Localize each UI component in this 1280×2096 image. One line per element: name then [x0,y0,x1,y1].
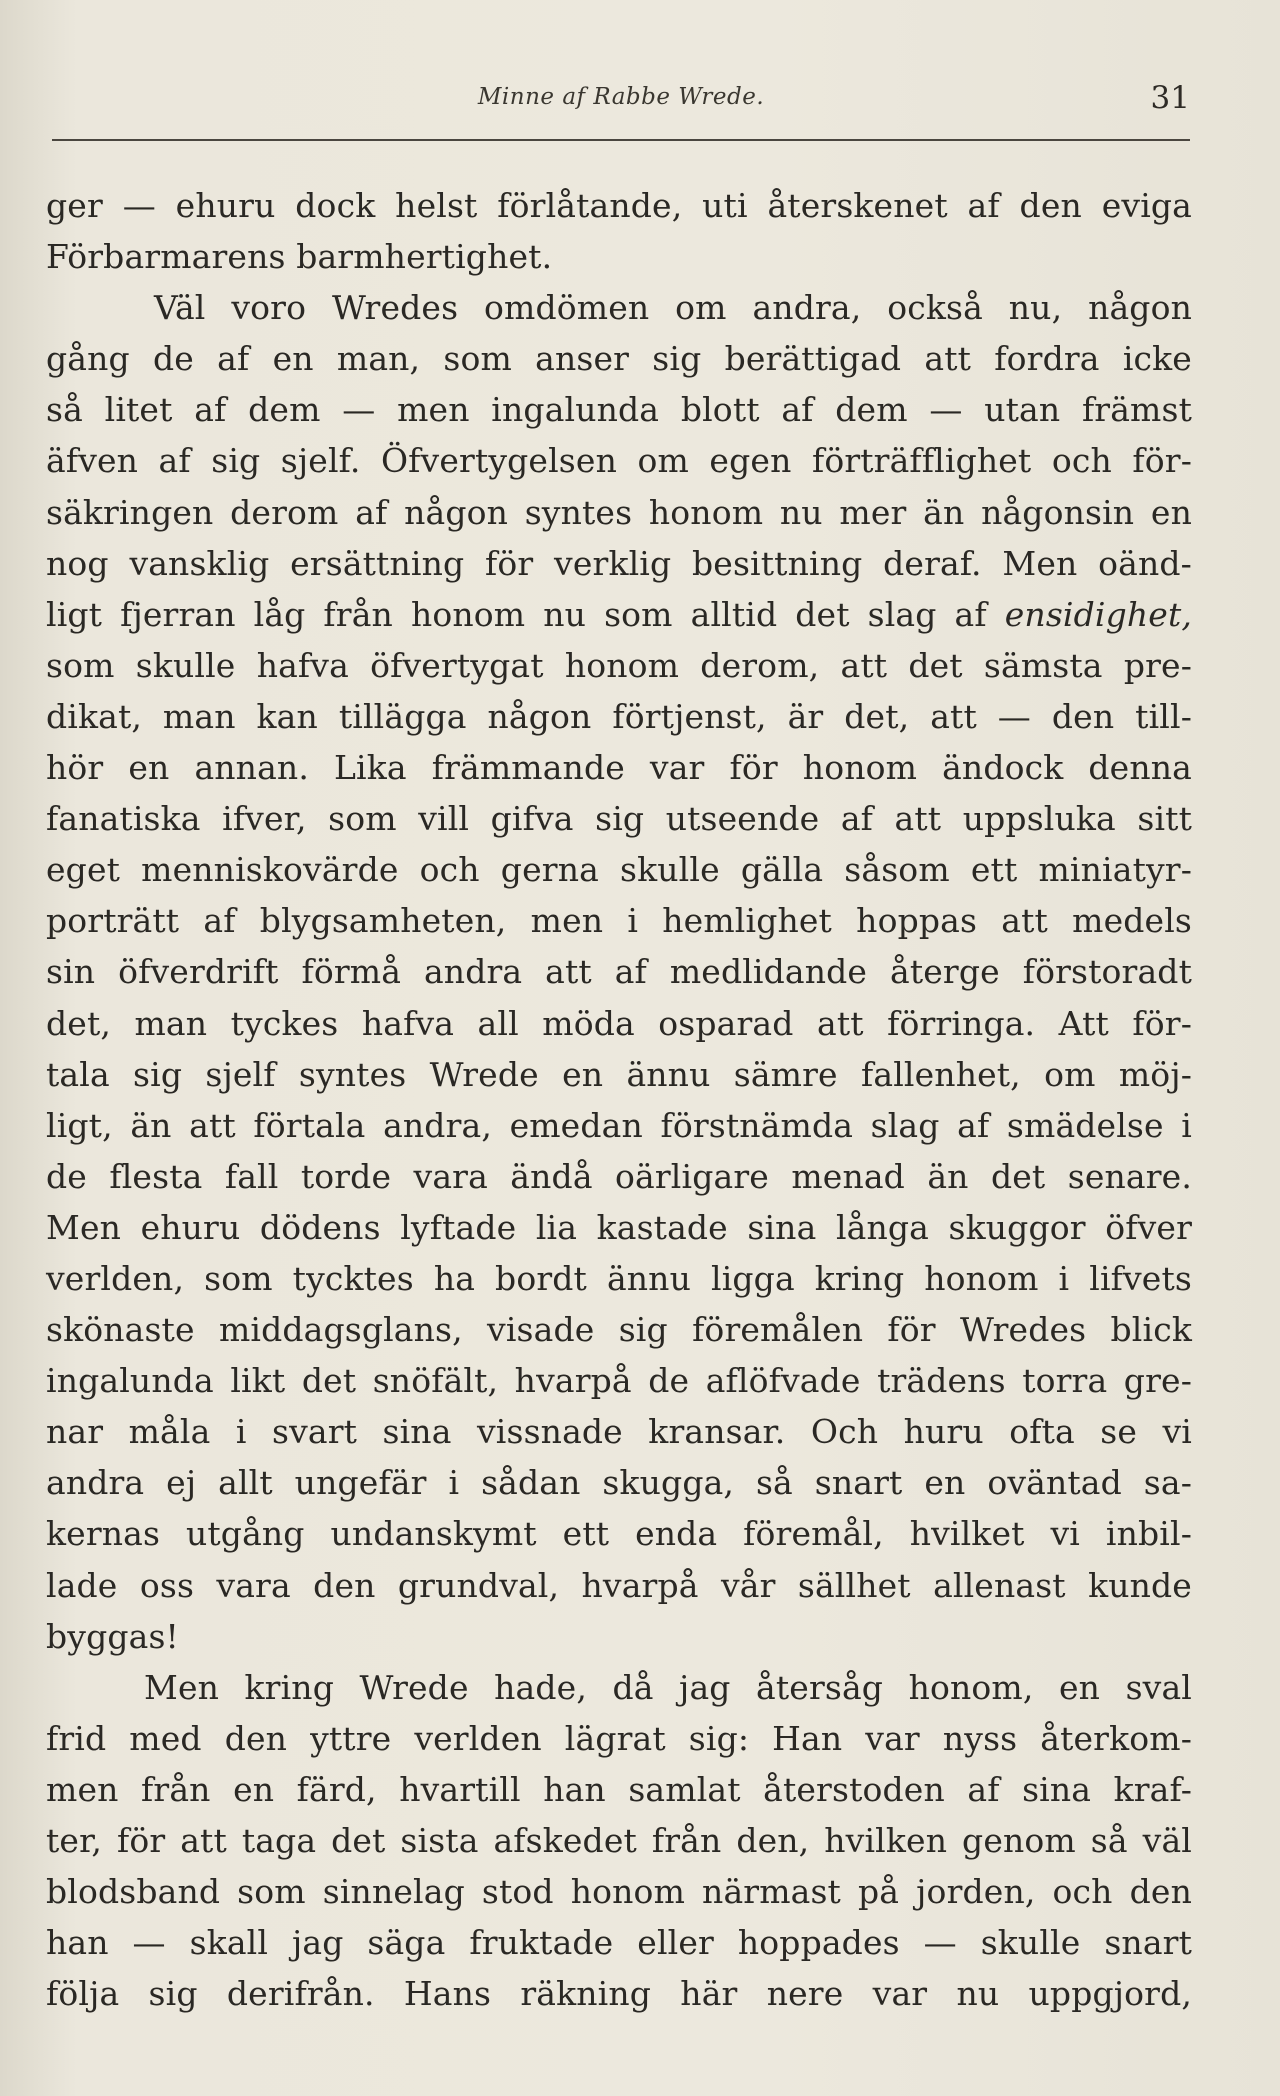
text-line: frid med den yttre verlden lägrat sig: Han var nyss återkom- [46,1718,1192,1758]
paragraph-start-line: Väl voro Wredes omdömen om andra, också nu, någon [154,288,1192,328]
text-line: hör en annan. Lika främmande var för honom ändock denna [46,748,1192,788]
paragraph-start-line: Men kring Wrede hade, då jag återsåg honom, en sval [144,1667,1192,1707]
text-line: byggas! [46,1616,179,1656]
text-line: eget menniskovärde och gerna skulle gälla såsom ett miniatyr- [46,850,1192,890]
header-rule [52,139,1190,141]
text-line: som skulle hafva öfvertygat honom derom, att det sämsta pre- [46,645,1192,685]
text-line: han — skall jag säga fruktade eller hoppades — skulle snart [46,1923,1192,1963]
text-line: men från en färd, hvartill han samlat återstoden af sina kraf- [46,1769,1192,1809]
text-line: nog vansklig ersättning för verklig besittning deraf. Men oänd- [46,543,1192,583]
text-line-with-italic [46,589,1192,640]
text-line: blodsband som sinnelag stod honom närmast på jorden, och den [46,1872,1192,1912]
text-line: så litet af dem — men ingalunda blott af dem — utan främst [46,390,1192,430]
running-head [52,80,1190,120]
text-line: sin öfverdrift förmå andra att af medlidande återge förstoradt [46,952,1192,992]
text-line: nar måla i svart sina vissnade kransar. Och huru ofta se vi [46,1412,1192,1452]
italic-word: ensidighet, [1004,594,1193,634]
text-line: ingalunda likt det snöfält, hvarpå de aflöfvade trädens torra gre- [46,1361,1192,1401]
text-line: ligt, än att förtala andra, emedan förstnämda slag af smädelse i [46,1105,1192,1145]
text-line: gång de af en man, som anser sig berättigad att fordra icke [46,339,1192,379]
text-line: följa sig derifrån. Hans räkning här nere var nu uppgjord, [46,1974,1192,2014]
text-line: porträtt af blygsamheten, men i hemlighet hoppas att medels [46,901,1192,941]
text-segment: ligt fjerran låg från honom nu som alltid det slag af [46,594,987,634]
text-line: Men ehuru dödens lyftade lia kastade sina långa skuggor öfver [46,1207,1192,1247]
text-line: ter, för att taga det sista afskedet från den, hvilken genom så väl [46,1821,1192,1860]
text-line: lade oss vara den grundval, hvarpå vår sällhet allenast kunde [46,1565,1192,1605]
text-line: det, man tyckes hafva all möda osparad att förringa. Att för- [46,1003,1192,1043]
text-line: skönaste middagsglans, visade sig föremålen för Wredes blick [46,1310,1192,1350]
text-line: säkringen derom af någon syntes honom nu mer än någonsin en [46,492,1192,532]
text-line: andra ej allt ungefär i sådan skugga, så snart en oväntad sa- [46,1463,1192,1503]
text-line: verlden, som tycktes ha bordt ännu ligga kring honom i lifvets [46,1258,1192,1298]
text-line: fanatiska ifver, som vill gifva sig utseende af att uppsluka sitt [46,799,1192,839]
body-text [46,180,1192,2019]
text-line: ger — ehuru dock helst förlåtande, uti återskenet af den eviga [46,186,1192,225]
running-title: Minne af Rabbe Wrede. [477,84,765,110]
text-line: Förbarmarens barmhertighet. [46,237,553,277]
text-line: äfven af sig sjelf. Öfvertygelsen om egen förträfflighet och för- [46,441,1192,481]
page-number: 31 [1150,80,1190,116]
text-line: kernas utgång undanskymt ett enda föremål, hvilket vi inbil- [46,1514,1192,1554]
text-line: dikat, man kan tillägga någon förtjenst, är det, att — den till- [46,696,1192,736]
text-line: tala sig sjelf syntes Wrede en ännu sämre fallenhet, om möj- [46,1054,1192,1094]
text-line: de flesta fall torde vara ändå oärligare menad än det senare. [46,1156,1192,1196]
